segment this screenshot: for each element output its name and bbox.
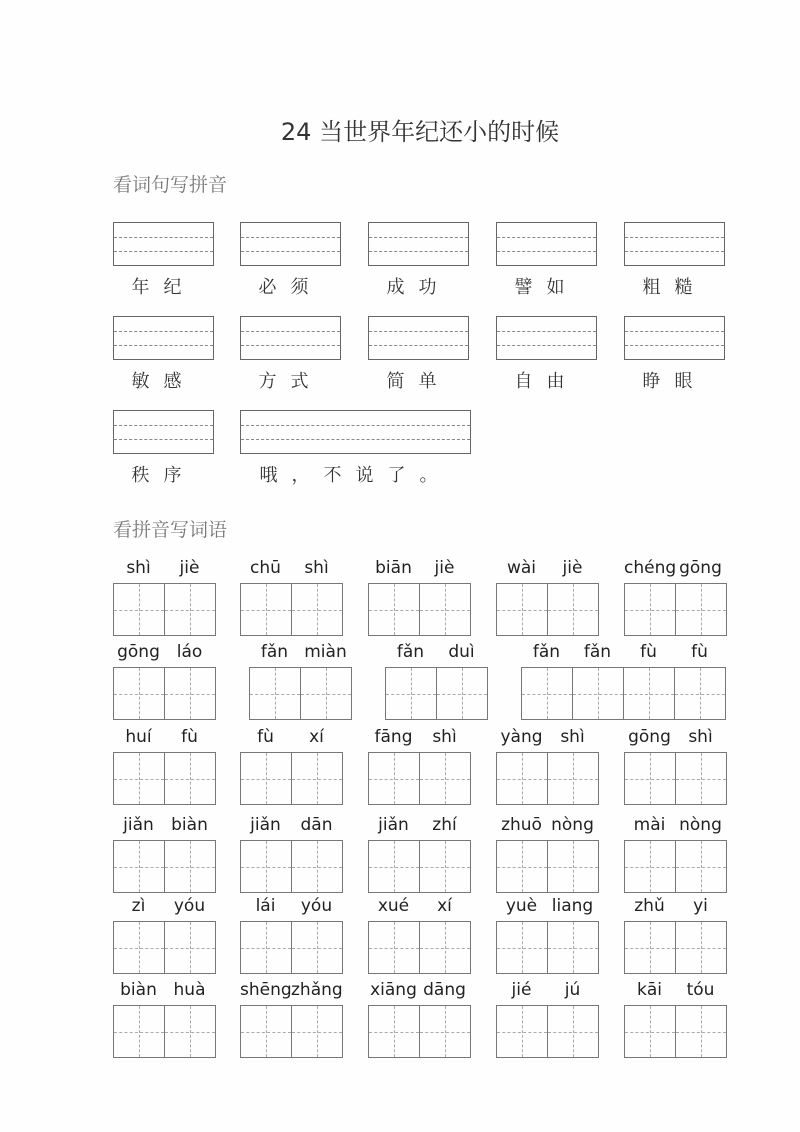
pinyin-label: zì — [131, 896, 146, 916]
guide-line — [139, 1006, 140, 1057]
guide-line — [241, 439, 470, 440]
character-writing-grid[interactable] — [240, 840, 343, 893]
pinyin-label: fǎn — [396, 642, 425, 662]
pinyin-label: gōng — [117, 642, 160, 662]
tianzige-cell[interactable] — [624, 668, 675, 719]
pinyin-label: dāng — [423, 980, 466, 1000]
pinyin-answer-box[interactable] — [496, 316, 597, 360]
pinyin-label: yóu — [173, 896, 206, 916]
guide-line — [573, 584, 574, 635]
guide-line — [139, 668, 140, 719]
guide-line — [114, 331, 213, 332]
pinyin-label: yóu — [300, 896, 333, 916]
pinyin-label: xí — [437, 896, 452, 916]
pinyin-answer-box[interactable] — [368, 316, 469, 360]
pinyin-answer-box[interactable] — [624, 316, 725, 360]
character-writing-grid[interactable] — [521, 667, 726, 720]
guide-line — [598, 668, 599, 719]
character-writing-grid[interactable] — [249, 667, 352, 720]
tianzige-cell[interactable] — [114, 1006, 165, 1057]
guide-line — [266, 584, 267, 635]
guide-line — [369, 237, 468, 238]
character-writing-grid[interactable] — [368, 840, 471, 893]
character-writing-grid[interactable] — [113, 752, 216, 805]
guide-line — [497, 237, 596, 238]
character-writing-grid[interactable] — [368, 921, 471, 974]
guide-line — [497, 251, 596, 252]
pinyin-label: fāng — [374, 727, 413, 747]
guide-line — [445, 922, 446, 973]
guide-line — [649, 668, 650, 719]
guide-line — [190, 841, 191, 892]
pinyin-label: jiǎn — [250, 815, 281, 835]
tianzige-cell[interactable] — [369, 1006, 420, 1057]
tianzige-cell[interactable] — [369, 584, 420, 635]
guide-line — [650, 584, 651, 635]
guide-line — [139, 841, 140, 892]
guide-line — [462, 668, 463, 719]
tianzige-cell[interactable] — [548, 922, 598, 973]
guide-line — [522, 922, 523, 973]
guide-line — [266, 753, 267, 804]
tianzige-cell[interactable] — [420, 841, 470, 892]
tianzige-cell[interactable] — [369, 841, 420, 892]
character-writing-grid[interactable] — [385, 667, 488, 720]
tianzige-cell[interactable] — [497, 841, 548, 892]
pinyin-answer-box[interactable] — [624, 222, 725, 266]
guide-line — [650, 1006, 651, 1057]
tianzige-cell[interactable] — [625, 1006, 676, 1057]
word-label: 成功 — [386, 277, 451, 298]
guide-line — [317, 1006, 318, 1057]
guide-line — [317, 753, 318, 804]
word-label: 方式 — [258, 371, 323, 392]
guide-line — [445, 1006, 446, 1057]
tianzige-cell[interactable] — [625, 584, 676, 635]
pinyin-label: duì — [448, 642, 475, 662]
guide-line — [266, 922, 267, 973]
guide-line — [573, 1006, 574, 1057]
guide-line — [625, 345, 724, 346]
pinyin-label: gōng — [679, 558, 722, 578]
pinyin-label: xí — [309, 727, 324, 747]
guide-line — [190, 753, 191, 804]
guide-line — [445, 753, 446, 804]
tianzige-cell[interactable] — [369, 922, 420, 973]
tianzige-cell[interactable] — [676, 753, 726, 804]
guide-line — [317, 922, 318, 973]
tianzige-cell[interactable] — [437, 668, 487, 719]
guide-line — [701, 841, 702, 892]
tianzige-cell[interactable] — [114, 753, 165, 804]
tianzige-cell[interactable] — [292, 1006, 342, 1057]
guide-line — [369, 251, 468, 252]
character-writing-grid[interactable] — [496, 840, 599, 893]
pinyin-label: zhǔ — [634, 896, 665, 916]
tianzige-cell[interactable] — [292, 922, 342, 973]
character-writing-grid[interactable] — [113, 1005, 216, 1058]
guide-line — [701, 584, 702, 635]
tianzige-cell[interactable] — [301, 668, 351, 719]
pinyin-label: huà — [173, 980, 206, 1000]
character-writing-grid[interactable] — [113, 840, 216, 893]
pinyin-answer-box[interactable] — [113, 410, 214, 454]
pinyin-label: yàng — [500, 727, 543, 747]
guide-line — [547, 668, 548, 719]
tianzige-cell[interactable] — [241, 584, 292, 635]
tianzige-cell[interactable] — [522, 668, 573, 719]
guide-line — [701, 1006, 702, 1057]
guide-line — [139, 922, 140, 973]
guide-line — [394, 584, 395, 635]
tianzige-cell[interactable] — [114, 922, 165, 973]
pinyin-label: yuè — [505, 896, 538, 916]
word-label: 简单 — [386, 371, 451, 392]
tianzige-cell[interactable] — [369, 753, 420, 804]
pinyin-label: liang — [551, 896, 594, 916]
guide-line — [394, 1006, 395, 1057]
pinyin-label: shì — [304, 558, 329, 578]
pinyin-label: nòng — [679, 815, 722, 835]
tianzige-cell[interactable] — [548, 1006, 598, 1057]
guide-line — [114, 251, 213, 252]
guide-line — [369, 331, 468, 332]
guide-line — [114, 439, 213, 440]
pinyin-label: shēng — [240, 980, 292, 1000]
guide-line — [241, 425, 470, 426]
guide-line — [190, 922, 191, 973]
guide-line — [445, 584, 446, 635]
tianzige-cell[interactable] — [292, 753, 342, 804]
character-writing-grid[interactable] — [113, 667, 216, 720]
tianzige-cell[interactable] — [420, 753, 470, 804]
pinyin-label: zhǎng — [291, 980, 343, 1000]
guide-line — [625, 251, 724, 252]
tianzige-cell[interactable] — [420, 584, 470, 635]
pinyin-label: zhuō — [501, 815, 542, 835]
tianzige-cell[interactable] — [250, 668, 301, 719]
guide-line — [139, 753, 140, 804]
tianzige-cell[interactable] — [625, 753, 676, 804]
pinyin-answer-box[interactable] — [496, 222, 597, 266]
tianzige-cell[interactable] — [497, 753, 548, 804]
pinyin-answer-box[interactable] — [113, 222, 214, 266]
guide-line — [275, 668, 276, 719]
pinyin-label: xiāng — [370, 980, 417, 1000]
pinyin-label: jiè — [434, 558, 455, 578]
guide-line — [701, 753, 702, 804]
guide-line — [445, 841, 446, 892]
character-writing-grid[interactable] — [624, 1005, 727, 1058]
word-label: 年纪 — [131, 277, 196, 298]
guide-line — [701, 922, 702, 973]
character-writing-grid[interactable] — [368, 583, 471, 636]
page-title: 24 当世界年纪还小的时候 — [280, 118, 560, 146]
pinyin-answer-box[interactable] — [368, 222, 469, 266]
guide-line — [700, 668, 701, 719]
tianzige-cell[interactable] — [497, 584, 548, 635]
tianzige-cell[interactable] — [241, 1006, 292, 1057]
tianzige-cell[interactable] — [114, 668, 165, 719]
guide-line — [497, 345, 596, 346]
pinyin-label: biàn — [120, 980, 157, 1000]
guide-line — [266, 841, 267, 892]
section-heading-write-words: 看拼音写词语 — [113, 519, 228, 541]
guide-line — [522, 1006, 523, 1057]
word-label: 睁眼 — [642, 371, 707, 392]
character-writing-grid[interactable] — [240, 921, 343, 974]
guide-line — [369, 345, 468, 346]
guide-line — [241, 345, 340, 346]
character-writing-grid[interactable] — [240, 1005, 343, 1058]
pinyin-answer-box[interactable] — [240, 222, 341, 266]
tianzige-cell[interactable] — [420, 1006, 470, 1057]
tianzige-cell[interactable] — [165, 753, 215, 804]
character-writing-grid[interactable] — [368, 752, 471, 805]
character-writing-grid[interactable] — [368, 1005, 471, 1058]
tianzige-cell[interactable] — [241, 841, 292, 892]
character-writing-grid[interactable] — [496, 752, 599, 805]
tianzige-cell[interactable] — [676, 1006, 726, 1057]
pinyin-label: shì — [560, 727, 585, 747]
pinyin-label: chéng — [624, 558, 677, 578]
pinyin-label: yi — [693, 896, 708, 916]
guide-line — [241, 251, 340, 252]
tianzige-cell[interactable] — [165, 922, 215, 973]
guide-line — [266, 1006, 267, 1057]
pinyin-answer-box[interactable] — [113, 316, 214, 360]
guide-line — [139, 584, 140, 635]
pinyin-label: fǎn — [532, 642, 561, 662]
character-writing-grid[interactable] — [624, 752, 727, 805]
pinyin-label: fǎn — [583, 642, 612, 662]
tianzige-cell[interactable] — [165, 668, 215, 719]
tianzige-cell[interactable] — [292, 841, 342, 892]
pinyin-label: huí — [125, 727, 152, 747]
pinyin-answer-box[interactable] — [240, 316, 341, 360]
tianzige-cell[interactable] — [497, 1006, 548, 1057]
tianzige-cell[interactable] — [676, 922, 726, 973]
guide-line — [573, 922, 574, 973]
tianzige-cell[interactable] — [625, 841, 676, 892]
tianzige-cell[interactable] — [420, 922, 470, 973]
pinyin-label: wài — [506, 558, 537, 578]
character-writing-grid[interactable] — [624, 840, 727, 893]
pinyin-label: miàn — [304, 642, 347, 662]
guide-line — [497, 331, 596, 332]
character-writing-grid[interactable] — [624, 583, 727, 636]
pinyin-label: jiè — [562, 558, 583, 578]
guide-line — [394, 841, 395, 892]
pinyin-answer-box[interactable] — [240, 410, 471, 454]
character-writing-grid[interactable] — [113, 583, 216, 636]
character-writing-grid[interactable] — [496, 1005, 599, 1058]
pinyin-label: fǎn — [260, 642, 289, 662]
guide-line — [317, 841, 318, 892]
character-writing-grid[interactable] — [624, 921, 727, 974]
tianzige-cell[interactable] — [165, 1006, 215, 1057]
tianzige-cell[interactable] — [386, 668, 437, 719]
pinyin-label: fù — [257, 727, 274, 747]
tianzige-cell[interactable] — [165, 584, 215, 635]
pinyin-label: fù — [181, 727, 198, 747]
guide-line — [573, 841, 574, 892]
pinyin-label: shì — [688, 727, 713, 747]
guide-line — [190, 668, 191, 719]
guide-line — [625, 331, 724, 332]
pinyin-label: mài — [633, 815, 666, 835]
tianzige-cell[interactable] — [573, 668, 624, 719]
guide-line — [522, 841, 523, 892]
tianzige-cell[interactable] — [548, 584, 598, 635]
guide-line — [573, 753, 574, 804]
word-label: 自由 — [514, 371, 579, 392]
guide-line — [394, 753, 395, 804]
guide-line — [650, 841, 651, 892]
guide-line — [114, 237, 213, 238]
pinyin-label: dān — [300, 815, 333, 835]
pinyin-label: jiǎn — [123, 815, 154, 835]
guide-line — [411, 668, 412, 719]
tianzige-cell[interactable] — [165, 841, 215, 892]
word-label: 哦，不说了。 — [259, 465, 452, 486]
pinyin-label: biàn — [171, 815, 208, 835]
pinyin-label: kāi — [637, 980, 662, 1000]
word-label: 必须 — [258, 277, 323, 298]
guide-line — [650, 922, 651, 973]
pinyin-label: gōng — [628, 727, 671, 747]
word-label: 譬如 — [514, 277, 579, 298]
tianzige-cell[interactable] — [676, 584, 726, 635]
pinyin-label: fù — [640, 642, 657, 662]
pinyin-label: fù — [691, 642, 708, 662]
guide-line — [241, 331, 340, 332]
tianzige-cell[interactable] — [114, 584, 165, 635]
guide-line — [650, 753, 651, 804]
pinyin-label: nòng — [551, 815, 594, 835]
word-label: 秩序 — [131, 465, 196, 486]
tianzige-cell[interactable] — [292, 584, 342, 635]
character-writing-grid[interactable] — [496, 921, 599, 974]
tianzige-cell[interactable] — [625, 922, 676, 973]
pinyin-label: shì — [126, 558, 151, 578]
pinyin-label: zhí — [432, 815, 457, 835]
pinyin-label: chū — [250, 558, 281, 578]
pinyin-label: lái — [255, 896, 276, 916]
pinyin-label: jié — [511, 980, 532, 1000]
tianzige-cell[interactable] — [241, 753, 292, 804]
word-label: 粗糙 — [642, 277, 707, 298]
character-writing-grid[interactable] — [496, 583, 599, 636]
character-writing-grid[interactable] — [113, 921, 216, 974]
character-writing-grid[interactable] — [240, 752, 343, 805]
pinyin-label: xué — [377, 896, 410, 916]
guide-line — [114, 425, 213, 426]
guide-line — [522, 753, 523, 804]
pinyin-label: láo — [176, 642, 203, 662]
tianzige-cell[interactable] — [548, 841, 598, 892]
guide-line — [394, 922, 395, 973]
tianzige-cell[interactable] — [114, 841, 165, 892]
guide-line — [190, 584, 191, 635]
word-label: 敏感 — [131, 371, 196, 392]
guide-line — [241, 237, 340, 238]
section-heading-write-pinyin: 看词句写拼音 — [113, 174, 228, 196]
pinyin-label: shì — [432, 727, 457, 747]
pinyin-label: biān — [375, 558, 412, 578]
pinyin-label: jiè — [179, 558, 200, 578]
tianzige-cell[interactable] — [241, 922, 292, 973]
tianzige-cell[interactable] — [497, 922, 548, 973]
tianzige-cell[interactable] — [675, 668, 725, 719]
guide-line — [190, 1006, 191, 1057]
guide-line — [114, 345, 213, 346]
tianzige-cell[interactable] — [548, 753, 598, 804]
tianzige-cell[interactable] — [676, 841, 726, 892]
pinyin-label: tóu — [686, 980, 715, 1000]
guide-line — [326, 668, 327, 719]
guide-line — [522, 584, 523, 635]
guide-line — [625, 237, 724, 238]
pinyin-label: jú — [564, 980, 581, 1000]
character-writing-grid[interactable] — [240, 583, 343, 636]
guide-line — [317, 584, 318, 635]
pinyin-label: jiǎn — [378, 815, 409, 835]
